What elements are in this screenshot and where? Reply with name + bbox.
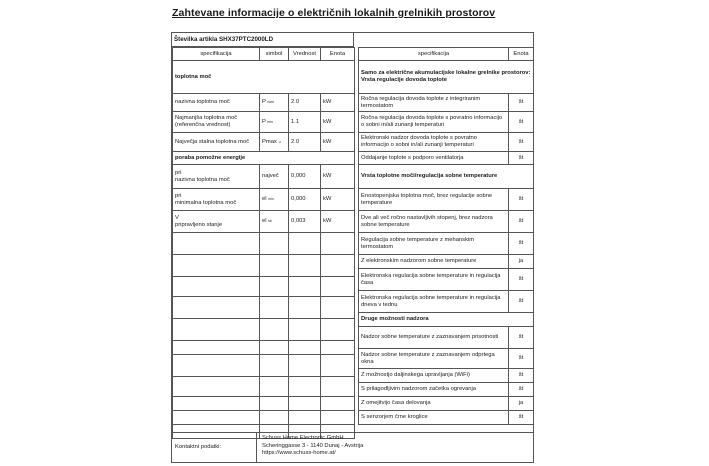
spec-cell: Nadzor sobne temperature z zaznavanjem odprtega okna [359, 349, 509, 369]
spec-cell: Z možnostjo daljinskega upravljanja (WiFi) [359, 369, 509, 383]
empty-row [173, 255, 355, 277]
table-row [359, 291, 534, 313]
value-cell: 0,000 [289, 189, 321, 211]
table-row [359, 383, 534, 397]
empty-row [173, 411, 355, 425]
value-cell: št [509, 189, 534, 211]
table-row [359, 133, 534, 152]
table-row [173, 165, 355, 189]
right-header-row [359, 48, 534, 61]
symbol-cell: P min [260, 112, 289, 133]
value-cell: ja [509, 397, 534, 411]
value-cell: št [509, 112, 534, 133]
header-unit: Enota [509, 48, 534, 61]
contact-divider [256, 433, 257, 462]
empty-row [173, 297, 355, 319]
table-row [359, 233, 534, 255]
value-cell: št [509, 211, 534, 233]
table-row [359, 211, 534, 233]
article-number: Številka artikla SHX37PTC2000LD [172, 33, 354, 47]
table-row [173, 112, 355, 133]
header-symbol: simbol [260, 48, 289, 61]
empty-row [173, 319, 355, 341]
symbol-cell: Pmax ,c [260, 133, 289, 152]
value-cell: št [509, 369, 534, 383]
table-row [359, 255, 534, 269]
left-header-row [173, 48, 355, 61]
unit-cell: kW [321, 165, 355, 189]
section-other-control [359, 313, 534, 327]
section-heat-output-type [359, 165, 534, 189]
spec-cell: Z elektronskim nadzorom sobne temperature [359, 255, 509, 269]
contact-info [262, 435, 363, 458]
contact-section [172, 432, 533, 462]
spec-cell: Največja stalna toplotna moč [173, 133, 260, 152]
empty-row [173, 277, 355, 297]
spec-cell: Elektronska regulacija sobne temperature in regulacija dneva v tednu [359, 291, 509, 313]
section-heat-output [173, 61, 355, 94]
table-row [359, 269, 534, 291]
value-cell: št [509, 291, 534, 313]
value-cell: 2.0 [289, 133, 321, 152]
spec-cell: Najmanjša toplotna moč (referenčna vrednost) [173, 112, 260, 133]
spec-cell: S prilagodljivim nadzorom začetka ogrevanja [359, 383, 509, 397]
company-name: Schuss Home Electronic GmbH [262, 435, 344, 441]
header-spec: specifikacija [359, 48, 509, 61]
table-row [359, 189, 534, 211]
spec-cell: V pripravljeno stanje [173, 211, 260, 233]
table-row [173, 94, 355, 112]
value-cell: 0,000 [289, 165, 321, 189]
header-spec: specifikacija [173, 48, 260, 61]
company-address: Scheringgasse 3 - 1140 Dunaj - Avstrija [262, 442, 364, 449]
table-row [359, 327, 534, 349]
value-cell: 1.1 [289, 112, 321, 133]
right-spec-table [358, 47, 534, 425]
company-website: https://www.schuss-home.at/ [262, 450, 336, 457]
spec-cell: Z omejitvijo časa delovanja [359, 397, 509, 411]
empty-row [173, 355, 355, 377]
section-label: poraba pomožne energije [173, 152, 355, 165]
spec-cell: Ročna regulacija dovoda toplote z integriranim termostatom [359, 94, 509, 112]
empty-row [173, 233, 355, 255]
table-row [173, 133, 355, 152]
table-row [359, 349, 534, 369]
section-intro [359, 61, 534, 94]
table-row [359, 152, 534, 165]
symbol-cell: največ [260, 165, 289, 189]
header-value: Vrednost [289, 48, 321, 61]
empty-row [173, 377, 355, 397]
spec-cell: pri nazivna toplotna moč [173, 165, 260, 189]
section-label: Vrsta toplotne moči/regulacija sobne temperature [359, 165, 534, 189]
table-row [359, 112, 534, 133]
table-row [359, 369, 534, 383]
spec-cell: Regulacija sobne temperature z mehanskim termostatom [359, 233, 509, 255]
unit-cell: kW [321, 133, 355, 152]
spec-cell: S senzorjem črne kroglice [359, 411, 509, 425]
section-label: Druge možnosti nadzora [359, 313, 534, 327]
spec-cell: Oddajanje toplote s podporo ventilatorja [359, 152, 509, 165]
section-aux-consumption [173, 152, 355, 165]
value-cell: št [509, 269, 534, 291]
table-row [359, 94, 534, 112]
document-title: Zahtevane informacije o električnih lokalnih grelnikih prostorov [172, 7, 496, 19]
symbol-cell: P nom [260, 94, 289, 112]
spec-sheet [171, 32, 534, 463]
left-spec-table [172, 47, 355, 439]
value-cell: št [509, 349, 534, 369]
spec-cell: Elektronski nadzor dovoda toplote s povratno informacijo o sobni in/ali zunanji temperaturi [359, 133, 509, 152]
value-cell: 2.0 [289, 94, 321, 112]
unit-cell: kW [321, 211, 355, 233]
spec-cell: Dve ali več ročno nastavljivih stopenj, brez nadzora sobne temperature [359, 211, 509, 233]
value-cell: št [509, 383, 534, 397]
table-row [359, 411, 534, 425]
value-cell: 0,003 [289, 211, 321, 233]
section-label: Samo za električne akumulacijske lokalne grelnike prostorov: Vrsta regulacije dovoda toplote [359, 61, 534, 94]
empty-row [173, 397, 355, 411]
header-unit: Enota [321, 48, 355, 61]
spec-cell: Elektronska regulacija sobne temperature in regulacija časa [359, 269, 509, 291]
value-cell: ja [509, 255, 534, 269]
table-row [359, 397, 534, 411]
value-cell: št [509, 152, 534, 165]
spec-cell: nazivna toplotna moč [173, 94, 260, 112]
unit-cell: kW [321, 112, 355, 133]
spec-cell: Nadzor sobne temperature z zaznavanjem prisotnosti [359, 327, 509, 349]
value-cell: št [509, 411, 534, 425]
table-row [173, 211, 355, 233]
value-cell: št [509, 133, 534, 152]
symbol-cell: el min [260, 189, 289, 211]
spec-cell: pri minimalna toplotna moč [173, 189, 260, 211]
unit-cell: kW [321, 94, 355, 112]
value-cell: št [509, 233, 534, 255]
value-cell: št [509, 327, 534, 349]
empty-row [173, 341, 355, 355]
symbol-cell: el sb [260, 211, 289, 233]
spec-cell: Ročna regulacija dovoda toplote s povratno informacijo o sobni in/ali zunanji temperaturi [359, 112, 509, 133]
value-cell: št [509, 94, 534, 112]
unit-cell: kW [321, 189, 355, 211]
section-label: toplotna moč [173, 61, 355, 94]
contact-label: Kontaktni podatki: [175, 444, 222, 450]
table-row [173, 189, 355, 211]
spec-cell: Enostopenjska toplotna moč, brez regulacije sobne temperature [359, 189, 509, 211]
